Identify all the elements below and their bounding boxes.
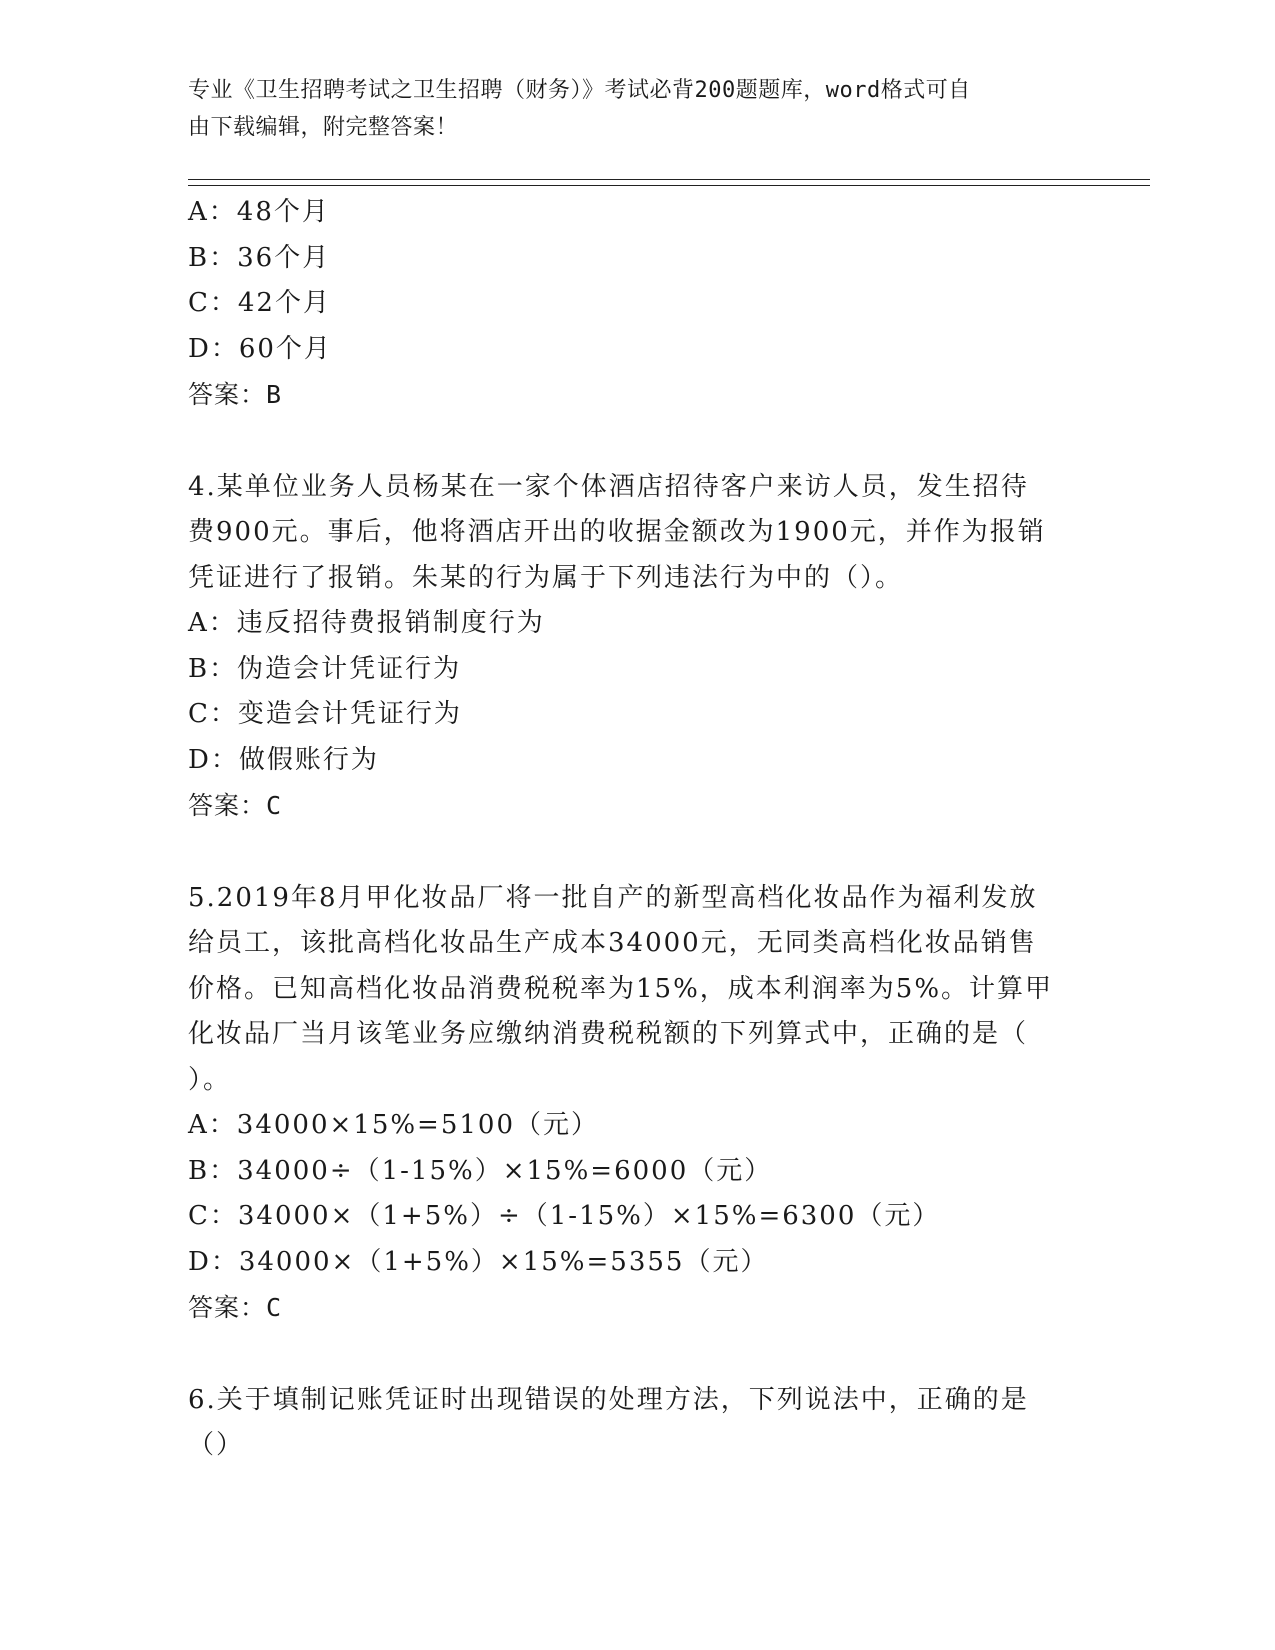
question-stem-line: 给员工，该批高档化妆品生产成本34000元，无同类高档化妆品销售 <box>188 928 1037 958</box>
spacer <box>188 829 1088 876</box>
answer: 答案：B <box>188 380 283 409</box>
question-stem-line: 化妆品厂当月该笔业务应缴纳消费税税额的下列算式中，正确的是（ <box>188 1019 1029 1049</box>
question-5 <box>188 876 1088 1331</box>
header-line-1: 专业《卫生招聘考试之卫生招聘（财务）》考试必背200题题库，word格式可自 <box>188 78 971 103</box>
question-list <box>188 190 1088 1469</box>
option-b: B：伪造会计凭证行为 <box>188 653 462 684</box>
question-stem-line: 费900元。事后，他将酒店开出的收据金额改为1900元，并作为报销 <box>188 517 1046 547</box>
option-d: D：34000×（1+5%）×15%=5355（元） <box>188 1246 769 1277</box>
header-line-2: 由下载编辑，附完整答案！ <box>188 115 459 140</box>
option-d: D：60个月 <box>188 333 332 364</box>
option-b: B：34000÷（1-15%）×15%=6000（元） <box>188 1155 773 1186</box>
question-stem-line: 6.关于填制记账凭证时出现错误的处理方法，下列说法中，正确的是 <box>188 1384 1029 1415</box>
question-3 <box>188 190 1088 418</box>
option-c: C：42个月 <box>188 288 331 318</box>
document-header <box>188 72 1068 146</box>
option-c: C：变造会计凭证行为 <box>188 699 462 729</box>
header-divider <box>188 179 1150 186</box>
option-b: B：36个月 <box>188 242 331 273</box>
question-6 <box>188 1378 1088 1469</box>
question-stem-line: 价格。已知高档化妆品消费税税率为15%，成本利润率为5%。计算甲 <box>188 973 1054 1004</box>
question-stem-line: ）。 <box>188 1064 232 1095</box>
question-stem-line: 4.某单位业务人员杨某在一家个体酒店招待客户来访人员，发生招待 <box>188 471 1029 502</box>
question-stem-line: 凭证进行了报销。朱某的行为属于下列违法行为中的（）。 <box>188 562 904 593</box>
question-stem-line: （） <box>188 1430 245 1460</box>
answer: 答案：C <box>188 791 283 820</box>
spacer <box>188 418 1088 465</box>
option-a: A：违反招待费报销制度行为 <box>188 608 545 638</box>
option-a: A：48个月 <box>188 197 330 227</box>
spacer <box>188 1331 1088 1378</box>
option-d: D：做假账行为 <box>188 744 379 775</box>
option-c: C：34000×（1+5%）÷（1-15%）×15%=6300（元） <box>188 1201 941 1231</box>
question-4 <box>188 465 1088 829</box>
question-stem-line: 5.2019年8月甲化妆品厂将一批自产的新型高档化妆品作为福利发放 <box>188 882 1038 913</box>
option-a: A：34000×15%=5100（元） <box>188 1110 600 1140</box>
answer: 答案：C <box>188 1293 283 1322</box>
